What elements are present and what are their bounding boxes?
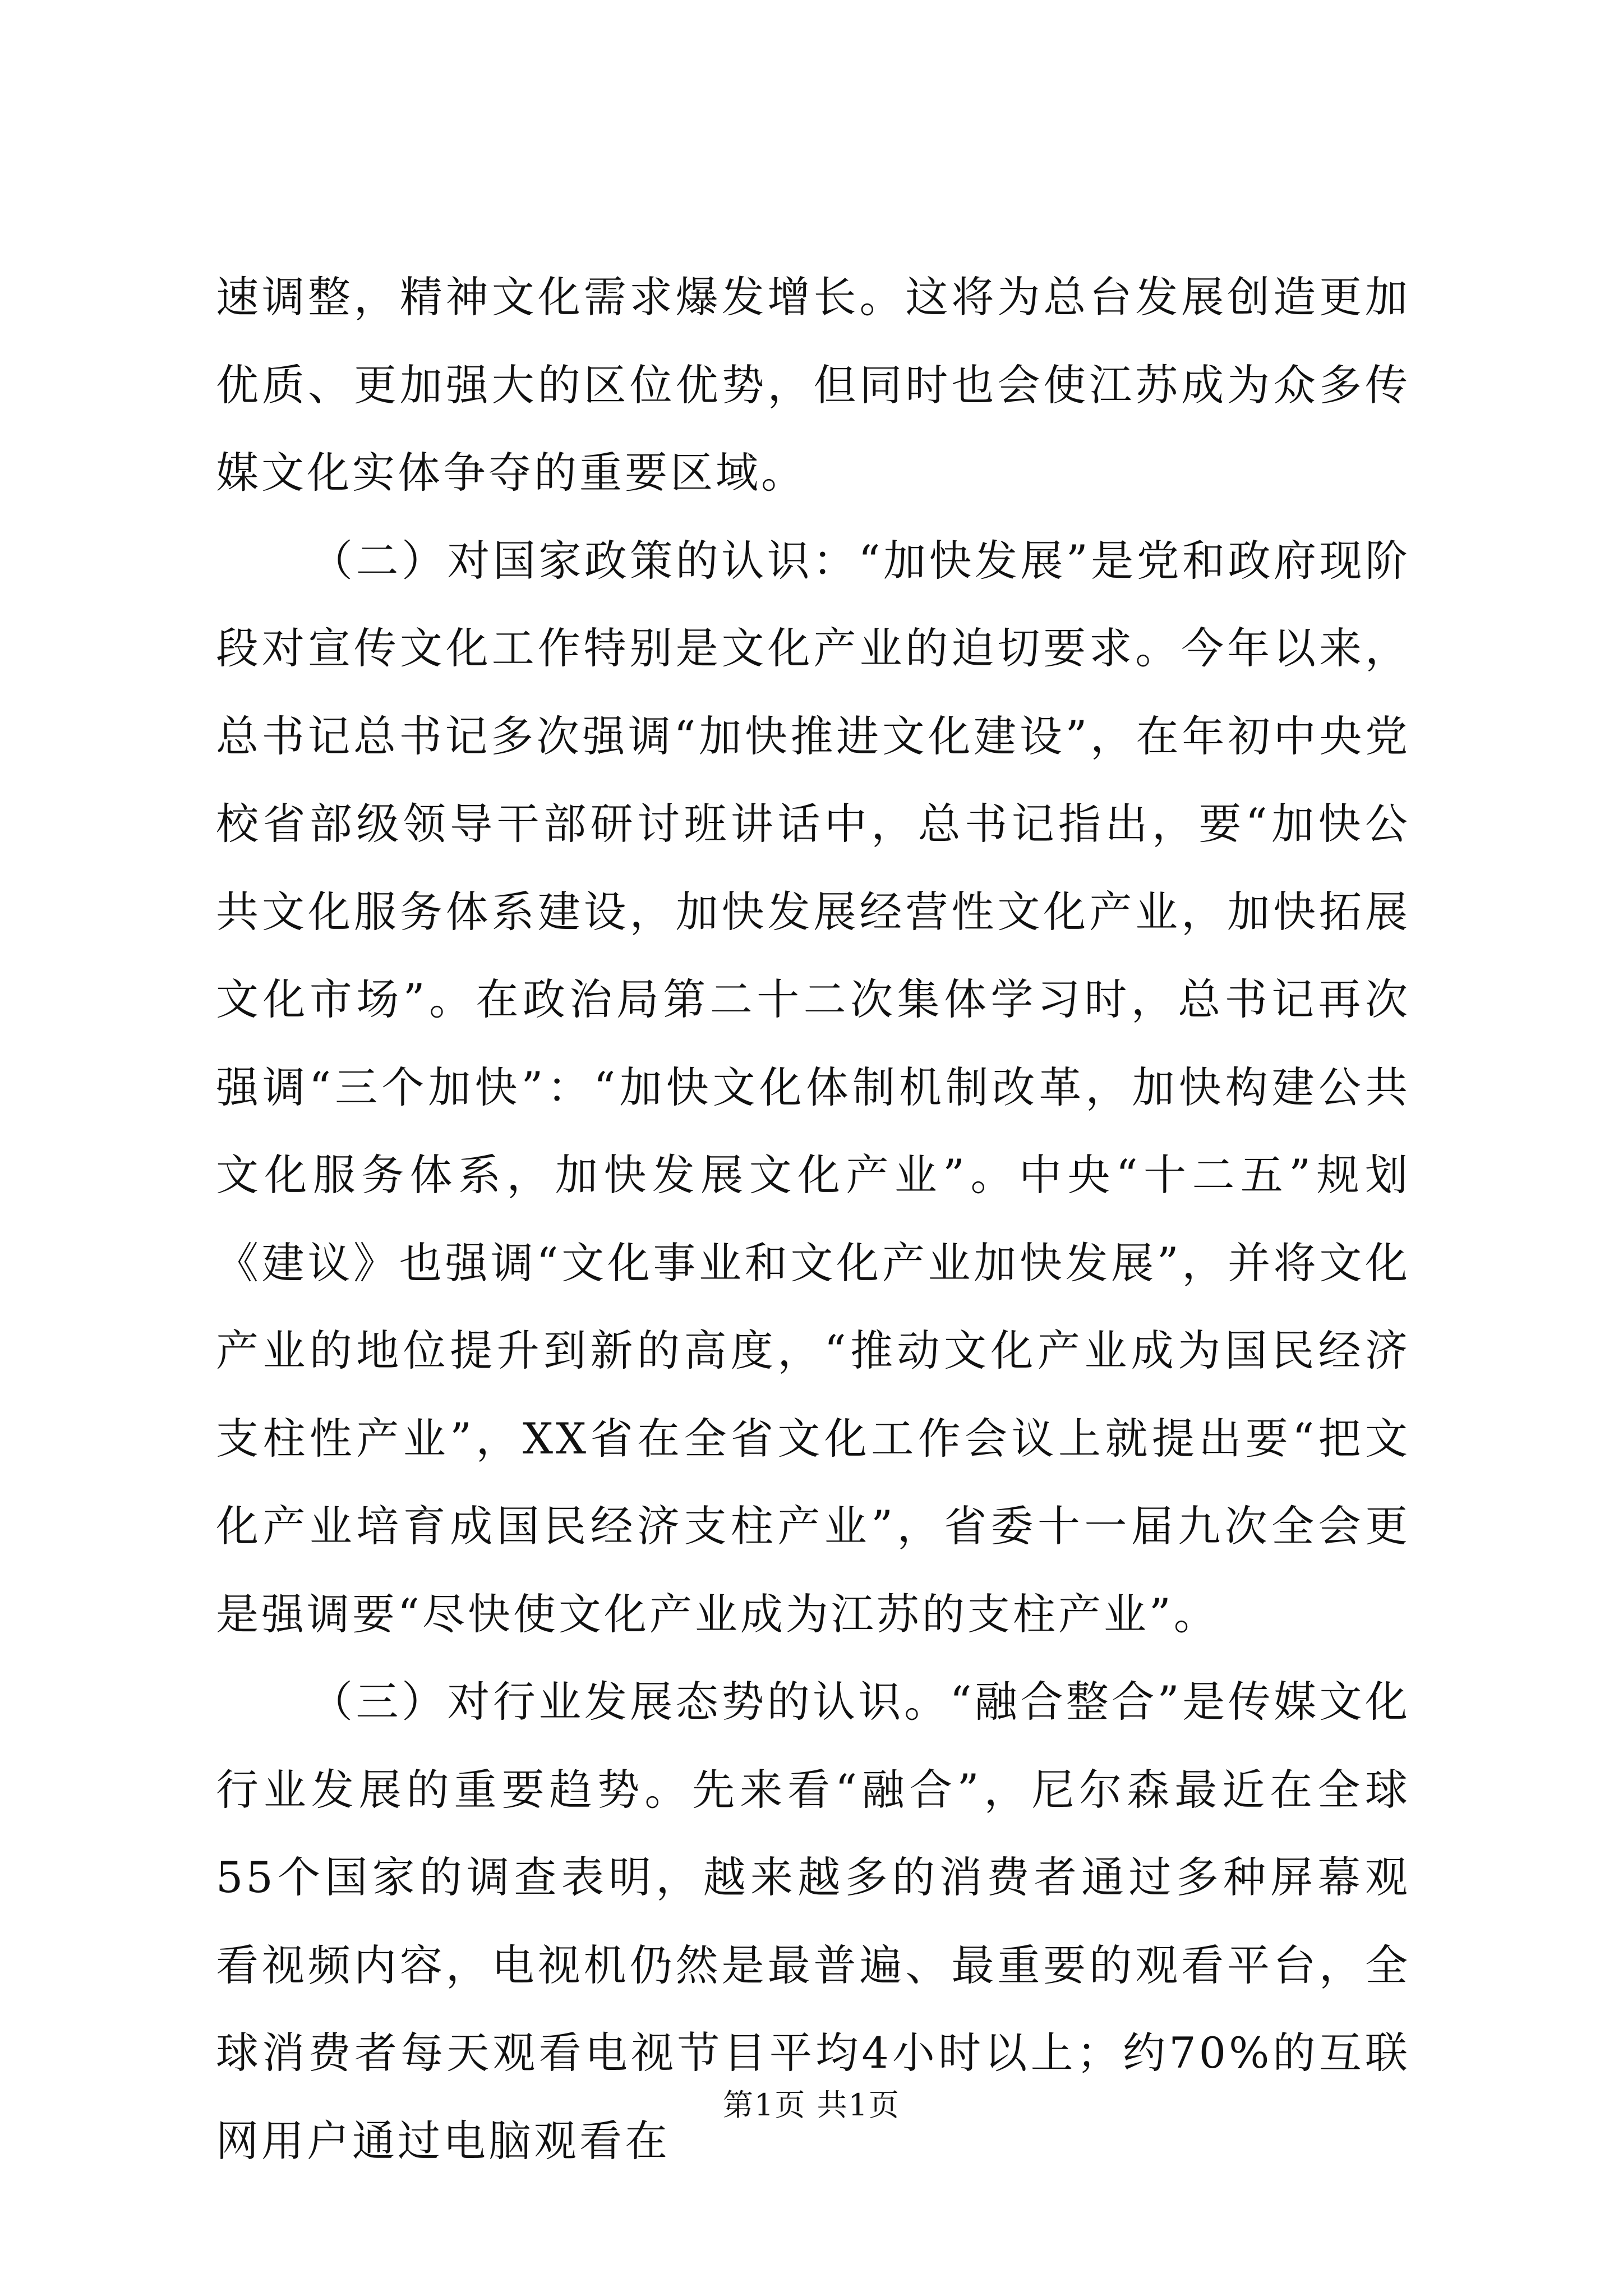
paragraph-industry-trend: （三）对行业发展态势的认识。“融合整合”是传媒文化行业发展的重要趋势。先来看“融合”，尼尔森最近在全球55个国家的调查表明，越来越多的消费者通过多种屏幕观看视频内容，电视机仍然是最普遍、最重要的观看平台，全球消费者每天观看电视节目平均4小时以上；约70%的互联网用户通过电脑观看在 [216, 1677, 1410, 2166]
page-footer: 第1页 共1页 [723, 2087, 900, 2123]
document-body [216, 254, 1410, 2185]
paragraph-continuation: 速调整，精神文化需求爆发增长。这将为总台发展创造更加优质、更加强大的区位优势，但同时也会使江苏成为众多传媒文化实体争夺的重要区域。 [216, 272, 1410, 498]
paragraph-national-policy: （二）对国家政策的认识：“加快发展”是党和政府现阶段对宣传文化工作特别是文化产业的迫切要求。今年以来，总书记总书记多次强调“加快推进文化建设”，在年初中央党校省部级领导干部研讨班讲话中，总书记指出，要“加快公共文化服务体系建设，加快发展经营性文化产业，加快拓展文化市场”。在政治局第二十二次集体学习时，总书记再次强调“三个加快”：“加快文化体制机制改革，加快构建公共文化服务体系，加快发展文化产业”。中央“十二五”规划《建议》也强调“文化事业和文化产业加快发展”，并将文化产业的地位提升到新的高度，“推动文化产业成为国民经济支柱性产业”，XX省在全省文化工作会议上就提出要“把文化产业培育成国民经济支柱产业”，省委十一届九次全会更是强调要“尽快使文化产业成为江苏的支柱产业”。 [216, 535, 1410, 1639]
